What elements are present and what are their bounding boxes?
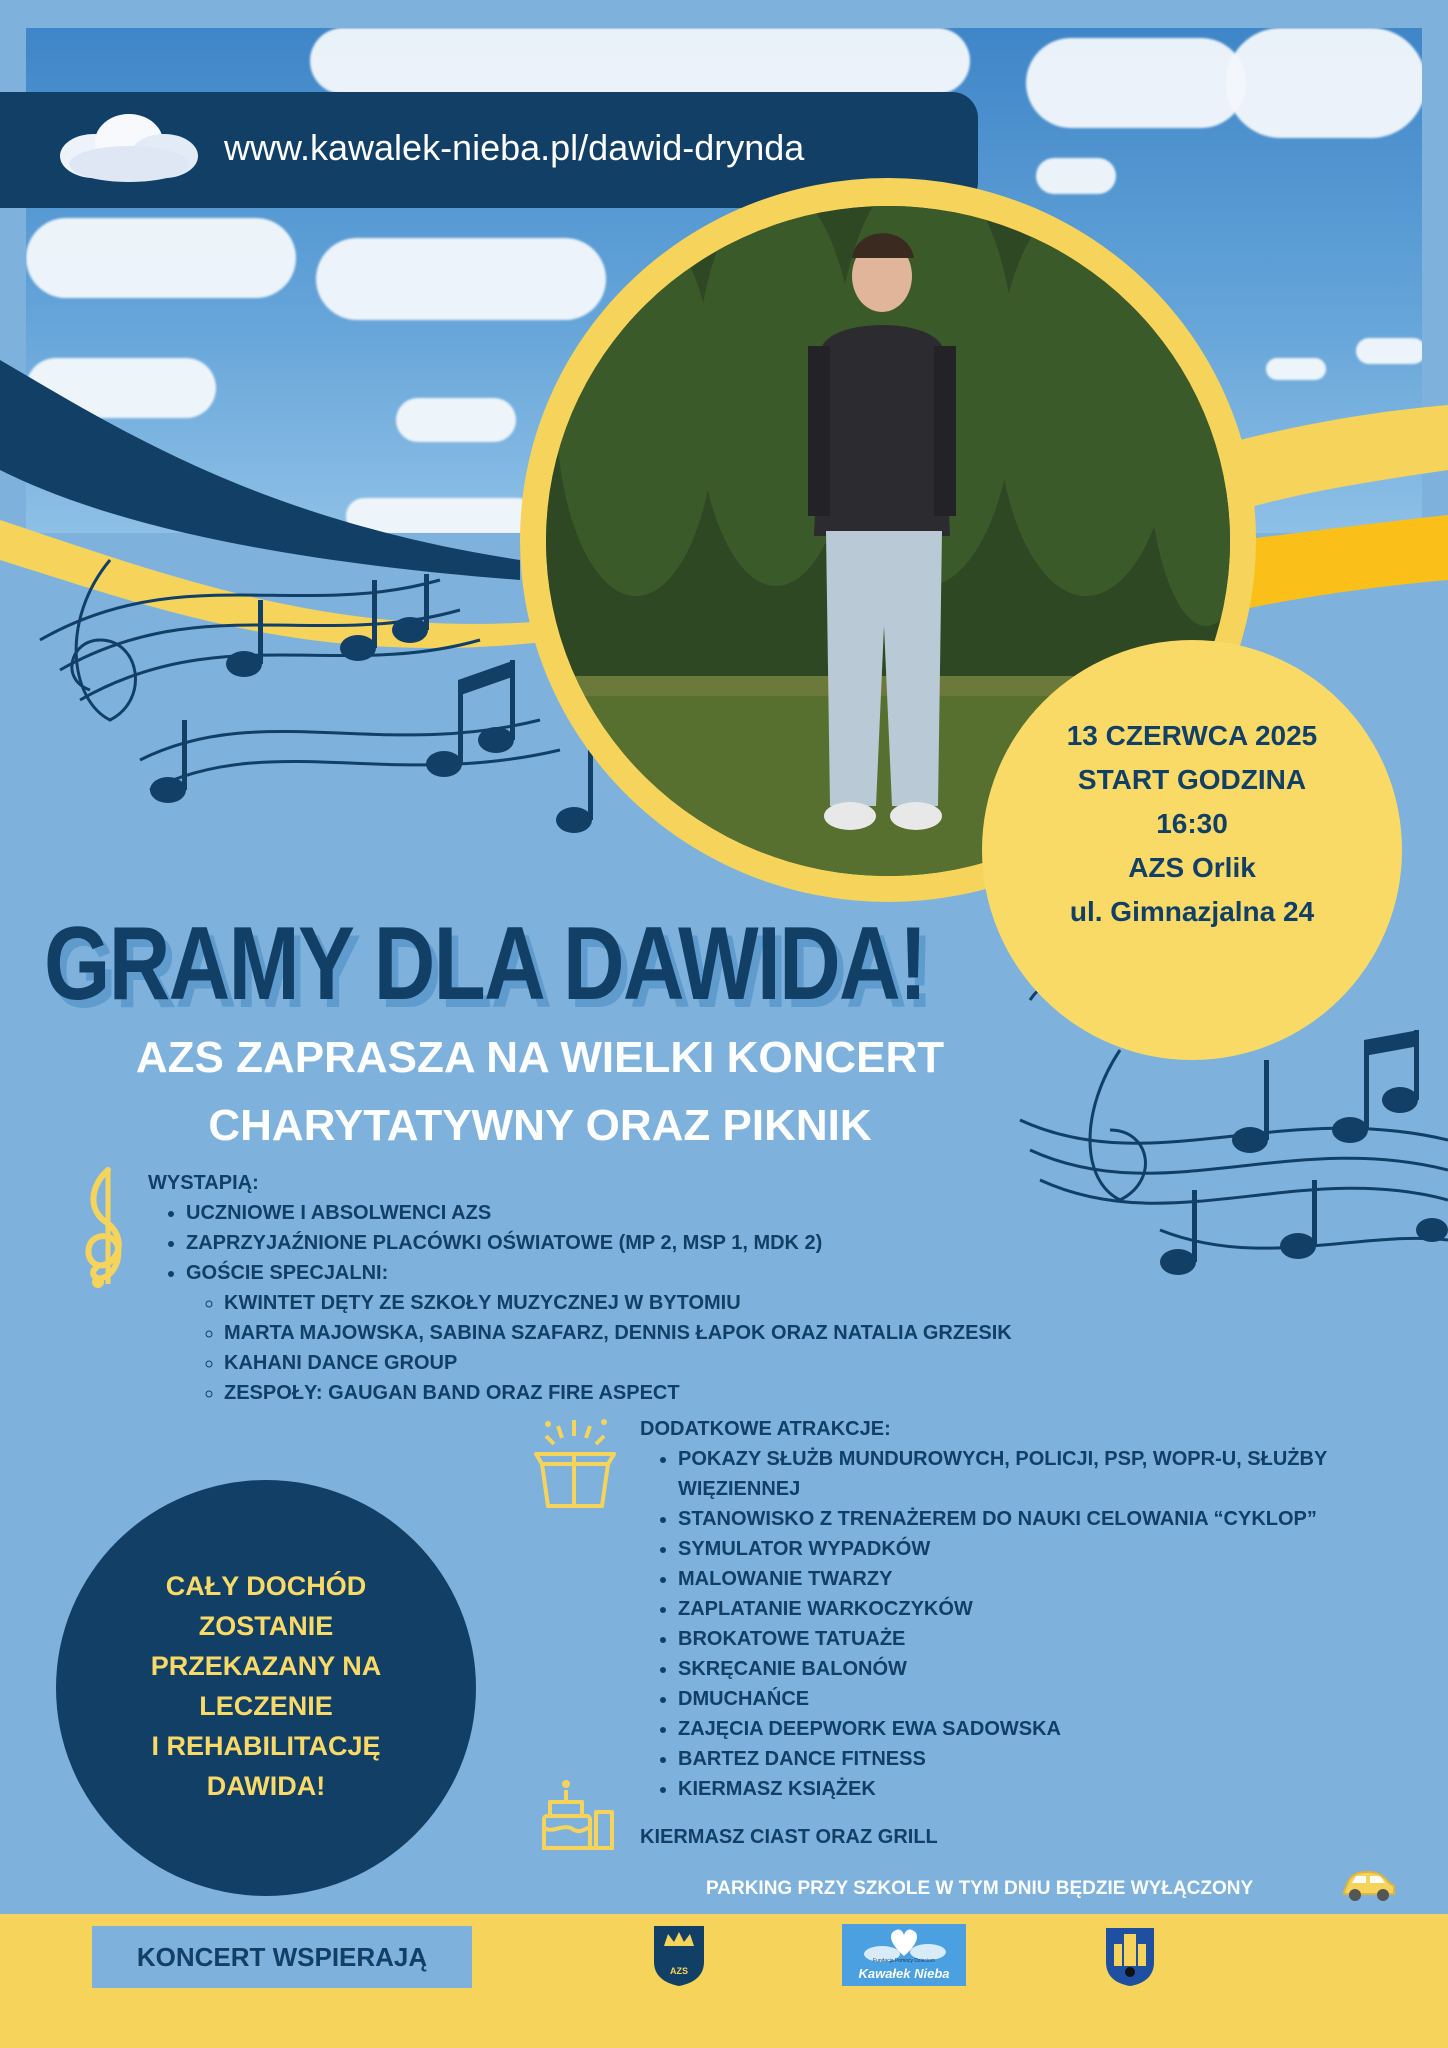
page-title: GRAMY DLA DAWIDA!	[44, 906, 926, 1022]
event-date: 13 CZERWCA 2025	[1066, 720, 1318, 751]
list-item: ◦ KAHANI DANCE GROUP	[224, 1348, 1148, 1378]
cloud-icon	[54, 112, 204, 184]
subtitle-line-2: CHARYTATYWNY ORAZ PIKNIK	[208, 1101, 872, 1150]
subtitle	[40, 1024, 1040, 1160]
gift-box-icon	[528, 1418, 622, 1510]
proceeds-line: LECZENIE	[199, 1691, 333, 1721]
event-start-label: START GODZINA	[1077, 764, 1307, 795]
event-time: 16:30	[1156, 808, 1228, 839]
list-item: • STANOWISKO Z TRENAŻEREM DO NAUKI CELOWANIA “CYKLOP”	[678, 1504, 1400, 1534]
subtitle-line-1: AZS ZAPRASZA NA WIELKI KONCERT	[135, 1033, 945, 1082]
extras-list	[640, 1444, 1400, 1804]
list-item	[186, 1258, 1148, 1408]
list-item: • UCZNIOWE I ABSOLWENCI AZS	[186, 1198, 1148, 1228]
kawalek-nieba-text: Kawałek Nieba	[858, 1966, 950, 1981]
list-item: • POKAZY SŁUŻB MUNDUROWYCH, POLICJI, PSP, WOPR-U, SŁUŻBY WIĘZIENNEJ	[678, 1444, 1400, 1504]
proceeds-line: PRZEKAZANY NA	[150, 1651, 382, 1681]
list-item: • DMUCHAŃCE	[678, 1684, 1400, 1714]
list-item: • KIERMASZ KSIĄŻEK	[678, 1774, 1400, 1804]
parking-notice: PARKING PRZY SZKOLE W TYM DNIU BĘDZIE WYŁĄCZONY	[706, 1878, 1254, 1899]
treble-clef-icon	[80, 1166, 130, 1290]
coat-of-arms-logo	[1102, 1924, 1158, 1988]
cake-icon	[536, 1772, 618, 1854]
proceeds-line: CAŁY DOCHÓD	[165, 1571, 367, 1601]
website-url[interactable]: www.kawalek-nieba.pl/dawid-drynda	[224, 127, 805, 168]
special-guests-list	[186, 1288, 1148, 1408]
extras-section	[640, 1414, 1400, 1804]
list-item: • ZAJĘCIA DEEPWORK EWA SADOWSKA	[678, 1714, 1400, 1744]
lineup-section	[148, 1168, 1148, 1408]
list-item: • ZAPLATANIE WARKOCZYKÓW	[678, 1594, 1400, 1624]
food-stall: KIERMASZ CIAST ORAZ GRILL	[640, 1826, 938, 1848]
event-address: ul. Gimnazjalna 24	[1069, 896, 1315, 927]
extras-heading: DODATKOWE ATRAKCJE:	[640, 1418, 891, 1440]
list-item: • BARTEZ DANCE FITNESS	[678, 1744, 1400, 1774]
list-item: ◦ ZESPOŁY: GAUGAN BAND ORAZ FIRE ASPECT	[224, 1378, 1148, 1408]
support-label: KONCERT WSPIERAJĄ	[136, 1942, 428, 1972]
proceeds-text	[56, 1566, 476, 1806]
event-details	[982, 714, 1402, 934]
azs-logo-text: AZS	[670, 1966, 688, 1976]
proceeds-line: I REHABILITACJĘ	[151, 1731, 381, 1761]
event-venue: AZS Orlik	[1128, 852, 1256, 883]
kawalek-nieba-logo	[842, 1924, 966, 1986]
list-item: • SYMULATOR WYPADKÓW	[678, 1534, 1400, 1564]
list-item: • MALOWANIE TWARZY	[678, 1564, 1400, 1594]
proceeds-line: DAWIDA!	[206, 1771, 326, 1801]
proceeds-line: ZOSTANIE	[198, 1611, 334, 1641]
car-icon	[1340, 1868, 1398, 1904]
list-item: ◦ MARTA MAJOWSKA, SABINA SZAFARZ, DENNIS ŁAPOK ORAZ NATALIA GRZESIK	[224, 1318, 1148, 1348]
azs-logo	[650, 1922, 708, 1988]
list-item: • SKRĘCANIE BALONÓW	[678, 1654, 1400, 1684]
lineup-list	[148, 1198, 1148, 1408]
list-item-label: GOŚCIE SPECJALNI:	[186, 1262, 389, 1284]
list-item: • BROKATOWE TATUAŻE	[678, 1624, 1400, 1654]
lineup-heading: WYSTAPIĄ:	[148, 1172, 259, 1194]
list-item: • ZAPRZYJAŹNIONE PLACÓWKI OŚWIATOWE (MP 2, MSP 1, MDK 2)	[186, 1228, 1148, 1258]
fundacja-small-text: Fundacja Pomocy Dzieciom	[873, 1958, 935, 1964]
list-item: ◦ KWINTET DĘTY ZE SZKOŁY MUZYCZNEJ W BYTOMIU	[224, 1288, 1148, 1318]
